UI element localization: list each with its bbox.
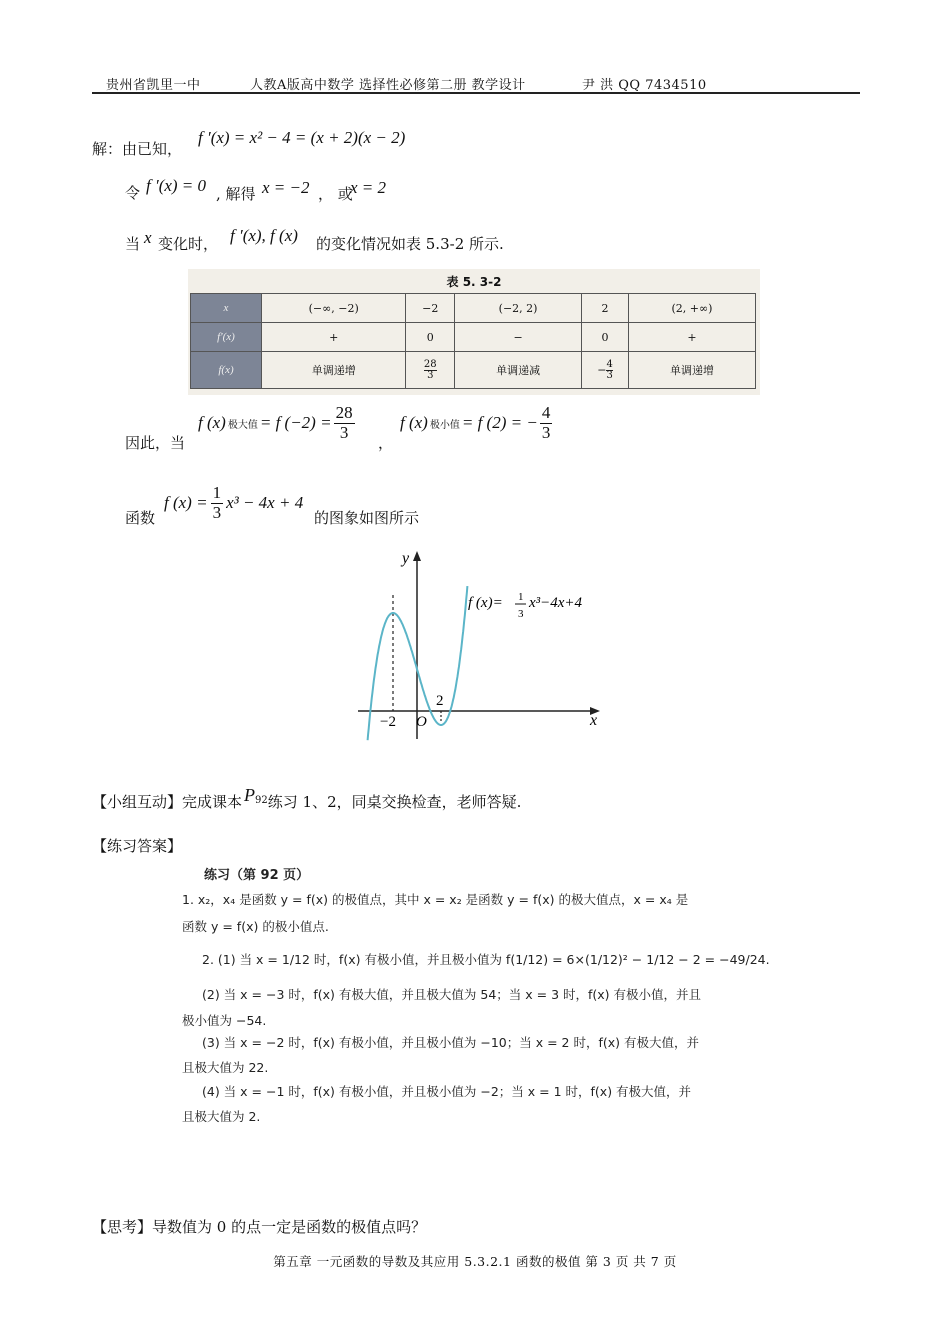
answer-line: 且极大值为 22. [182,1060,269,1075]
table-cell: (2, +∞) [628,294,755,323]
curve-label-right: x³−4x+4 [529,595,583,611]
table-cell: −2 [406,294,455,323]
conclusion-comma: ， [378,434,394,452]
header-author: 尹 洪 QQ 7434510 [582,78,707,93]
function-graph [350,545,610,745]
origin-label: O [416,714,427,730]
curve-label-left: f (x)= [468,595,503,611]
answer-line: 函数 y = f(x) 的极小值点. [182,919,329,934]
answer-line: (3) 当 x = −2 时，f(x) 有极小值，并且极小值为 −10；当 x = 2 时，f(x) 有极大值，并 [202,1035,699,1050]
answer-line: 1. x₂，x₄ 是函数 y = f(x) 的极值点，其中 x = x₂ 是函数 y = f(x) 的极大值点，x = x₄ 是 [182,892,689,907]
tick-2-label: 2 [436,693,444,709]
function-expression: f (x) = $\frac{1}{3}$ x³ − 4x + 4 [164,482,304,522]
table-row [191,323,756,352]
solve-text: , 解得 [216,185,256,203]
x-axis-label: x [590,712,598,729]
function-prefix: 函数 [125,509,156,527]
solution-label: 解：由已知， [92,140,183,158]
set-equation: f ′(x) = 0 [146,176,207,195]
header-school: 贵州省凯里一中 [106,78,201,93]
conclusion-prefix: 因此，当 [125,434,186,452]
change-mid: 变化时， [158,235,219,253]
curve-label-den: 3 [518,608,524,620]
table-cell: − [455,323,582,352]
table-cell: 单调递增 [262,352,406,389]
activity-line [92,785,521,812]
table-cell: 2 [582,294,629,323]
table-title: 表 5. 3-2 [446,275,502,289]
root-negative: x = −2 [262,178,310,197]
think-line [92,1216,426,1237]
header-book: 人教A版高中数学 选择性必修第二册 教学设计 [250,78,526,93]
min-value-expression: f (x) 极小值 = f (2) = − $\frac{4}{3}$ [400,402,551,442]
set-prefix: 令 [125,184,141,202]
page-ref: P [244,785,256,805]
page-ref-sub: 92 [255,795,268,806]
table-cell: (−2, 2) [455,294,582,323]
answer-line: 2. (1) 当 x = 1/12 时，f(x) 有极小值，并且极小值为 f(1/12) = 6×(1/12)² − 1/12 − 2 = −49/24. [202,952,770,967]
table-head: f(x) [191,352,262,389]
root-positive: x = 2 [350,178,387,197]
table-cell-max: $\frac{28}{3}$ [406,352,455,389]
answer-line: (2) 当 x = −3 时，f(x) 有极大值，并且极大值为 54；当 x = 3 时，f(x) 有极小值，并且 [202,987,702,1002]
variation-table [188,269,760,395]
table-cell: 单调递减 [455,352,582,389]
table-cell: 0 [406,323,455,352]
table-cell: (−∞, −2) [262,294,406,323]
function-suffix: 的图象如图所示 [314,509,420,527]
activity-text1: 完成课本 [182,793,243,811]
table-row [191,294,756,323]
table-head: f′(x) [191,323,262,352]
think-tag: 【思考】 [92,1218,153,1236]
activity-text2: 练习 1、2，同桌交换检查，老师答疑. [267,793,522,811]
table-head: x [191,294,262,323]
change-suffix: 的变化情况如表 5.3-2 所示. [316,235,504,253]
activity-tag: 【小组互动】 [92,793,183,811]
table-cell-min: − $\frac{4}{3}$ [582,352,629,389]
answers-title: 练习（第 92 页） [204,868,310,883]
derivative-expression: f ′(x) = x² − 4 = (x + 2)(x − 2) [198,128,406,147]
answer-line: 极小值为 −54. [182,1013,267,1028]
change-funcs: f ′(x), f (x) [230,226,298,245]
answer-line: (4) 当 x = −1 时，f(x) 有极小值，并且极小值为 −2；当 x = 1 时，f(x) 有极大值，并 [202,1084,692,1099]
change-var: x [144,228,152,247]
table-cell: 单调递增 [628,352,755,389]
table-row [191,352,756,389]
y-axis-label: y [402,550,410,567]
page-footer: 第五章 一元函数的导数及其应用 5.3.2.1 函数的极值 第 3 页 共 7 页 [273,1254,677,1269]
header-rule [92,92,860,94]
tick-neg2-label: −2 [380,714,396,730]
or-text: ， 或 [318,185,353,203]
answer-line: 且极大值为 2. [182,1109,261,1124]
table-cell: + [628,323,755,352]
answers-tag: 【练习答案】 [92,837,183,855]
max-value-expression: f (x) 极大值 = f (−2) = $\frac{28}{3}$ [198,402,353,442]
y-axis-arrow-icon [413,551,421,561]
think-text: 导数值为 0 的点一定是函数的极值点吗？ [152,1218,427,1236]
table-cell: + [262,323,406,352]
curve-label-num: 1 [518,591,524,603]
change-prefix: 当 [125,235,141,253]
table-cell: 0 [582,323,629,352]
